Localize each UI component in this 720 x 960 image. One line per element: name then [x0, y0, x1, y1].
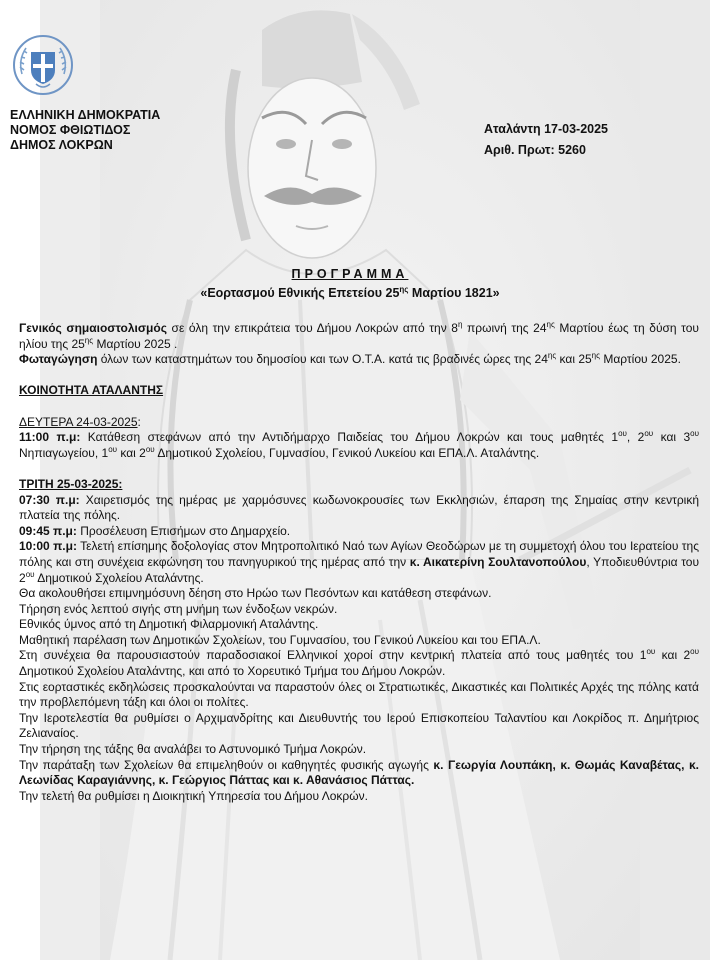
dances-paragraph: Στη συνέχεια θα παρουσιαστούν παραδοσιακοί Ελληνικοί χοροί στην κεντρική πλατεία από τους μαθητές του $1^{o\upsilon}$ και $2^{o\upsilon}$ Δημοτικού Σχολείου Αταλάντης, και από το Χορευτικό Τμήμα του Δήμου Λοκρών. — [19, 647, 699, 679]
protocol-number: Αριθ. Πρωτ: 5260 — [484, 143, 586, 157]
programme-body — [19, 321, 699, 804]
document-subtitle: «Εορτασμού Εθνικής Επετείου $25^{\eta\varsigma}$ Μαρτίου 1821» — [200, 285, 500, 300]
municipality-line: ΔΗΜΟΣ ΛΟΚΡΩΝ — [10, 138, 113, 152]
issuer-block — [10, 108, 160, 153]
tuesday-event-0730: 07:30 π.μ: Χαιρετισμός της ημέρας με χαρμόσυνες κωδωνοκρουσίες των Εκκλησιών, έπαρση της Σημαίας στην κεντρική πλατεία της πόλης. — [19, 492, 699, 523]
greek-republic-emblem-icon — [12, 34, 74, 96]
silence-line: Τήρηση ενός λεπτού σιγής στη μνήμη των ένδοξων νεκρών. — [19, 601, 338, 616]
admin-line: Την τελετή θα ρυθμίσει η Διοικητική Υπηρεσία του Δήμου Λοκρών. — [19, 788, 368, 803]
lights-paragraph: Φωταγώγηση όλων των καταστημάτων του δημοσίου και των Ο.Τ.Α. κατά τις βραδινές ώρες της $24^{\eta\varsigma}$ και $25^{\eta\varsigma}$ Μαρτίου 2025. — [19, 351, 681, 367]
republic-line: ΕΛΛΗΝΙΚΗ ΔΗΜΟΚΡΑΤΙΑ — [10, 108, 161, 122]
memorial-line: Θα ακολουθήσει επιμνημόσυνη δέηση στο Ηρώο των Πεσόντων και κατάθεση στεφάνων. — [19, 586, 492, 601]
flags-label: Γενικός σημαιοστολισμός — [19, 321, 167, 335]
speaker-name: κ. Αικατερίνη Σουλτανοπούλου — [409, 554, 587, 569]
teachers-paragraph: Την παράταξη των Σχολείων θα επιμεληθούν οι καθηγητές φυσικής αγωγής κ. Γεωργία Λουπάκη, κ. Θωμάς Καναβέτας, κ. Λεωνίδας Καραγιάννης, κ. Γεώργιος Πάττας και κ. Αθανάσιος Πάττας. — [19, 757, 699, 788]
teacher-names: κ. Γεωργία Λουπάκη, κ. Θωμάς Καναβέτας, κ. Λεωνίδας Καραγιάννης, κ. Γεώργιος Πάττας και κ. Αθανάσιος Πάττας. — [19, 757, 699, 788]
tuesday-event-0945: 09:45 π.μ: Προσέλευση Επισήμων στο Δημαρχείο. — [19, 523, 291, 538]
tuesday-event-1000: 10:00 π.μ: Τελετή επίσημης δοξολογίας στον Μητροπολιτικό Ναό των Αγίων Θεοδώρων με τη συμμετοχή όλου του Ιερατείου της πόλης και στη συνέχεια εκφώνηση του πανηγυρικού της ημέρας από την κ. Αικατερίνη Σουλτανοπούλου, Υποδιευθύντρια του $2^{o\upsilon}$ Δημοτικού Σχολείου Αταλάντης. — [19, 539, 700, 585]
monday-heading: ΔΕΥΤΕΡΑ 24-03-2025: — [19, 414, 141, 429]
flags-paragraph: Γενικός σημαιοστολισμός σε όλη την επικράτεια του Δήμου Λοκρών από την $8^\eta$ πρωινή της $24^{\eta\varsigma}$ Μαρτίου έως τη δύση του ηλίου της $25^{\eta\varsigma}$ Μαρτίου 2025 . — [19, 320, 699, 351]
lights-label: Φωταγώγηση — [19, 352, 98, 367]
parade-line: Μαθητική παρέλαση των Δημοτικών Σχολείων, του Γυμνασίου, του Γενικού Λυκείου και του ΕΠΑ.Λ. — [19, 632, 541, 647]
anthem-line: Εθνικός ύμνος από τη Δημοτική Φιλαρμονική Αταλάντης. — [19, 617, 319, 632]
prefecture-line: ΝΟΜΟΣ ΦΘΙΩΤΙΔΟΣ — [10, 123, 131, 137]
document-title: ΠΡΟΓΡΑΜΜΑ — [291, 267, 409, 281]
place-date: Αταλάντη 17-03-2025 — [484, 122, 609, 136]
reference-block — [484, 119, 608, 161]
police-line: Την τήρηση της τάξης θα αναλάβει το Αστυνομικό Τμήμα Λοκρών. — [19, 742, 367, 757]
community-heading: ΚΟΙΝΟΤΗΤΑ ΑΤΑΛΑΝΤΗΣ — [19, 383, 164, 398]
monday-event: 11:00 π.μ: Κατάθεση στεφάνων από την Αντιδήμαρχο Παιδείας του Δήμου Λοκρών και τους μαθητές $1^{o\upsilon}$, $2^{o\upsilon}$ και $3^{o\upsilon}$ Νηπιαγωγείου, $1^{o\upsilon}$ και $2^{o\upsilon}$ Δημοτικού Σχολείου, Γυμνασίου, Γενικού Λυκείου και ΕΠΑ.Λ. Αταλάντης. — [19, 429, 699, 460]
invitation-paragraph: Στις εορταστικές εκδηλώσεις προσκαλούνται να παραστούν όλες οι Στρατιωτικές, Δικαστικές και Πολιτικές Αρχές της πόλης κατά την προβλεπόμενη τάξη και όλοι οι πολίτες. — [19, 679, 699, 710]
ceremony-paragraph: Την Ιεροτελεστία θα ρυθμίσει ο Αρχιμανδρίτης και Διευθυντής του Ιερού Επισκοπείου Ταλαντίου και Λοκρίδος π. Δημήτριος Ζελιαναίος. — [19, 710, 699, 741]
tuesday-heading: ΤΡΙΤΗ 25-03-2025: — [19, 476, 123, 491]
event-time: 11:00 π.μ: — [19, 430, 81, 445]
